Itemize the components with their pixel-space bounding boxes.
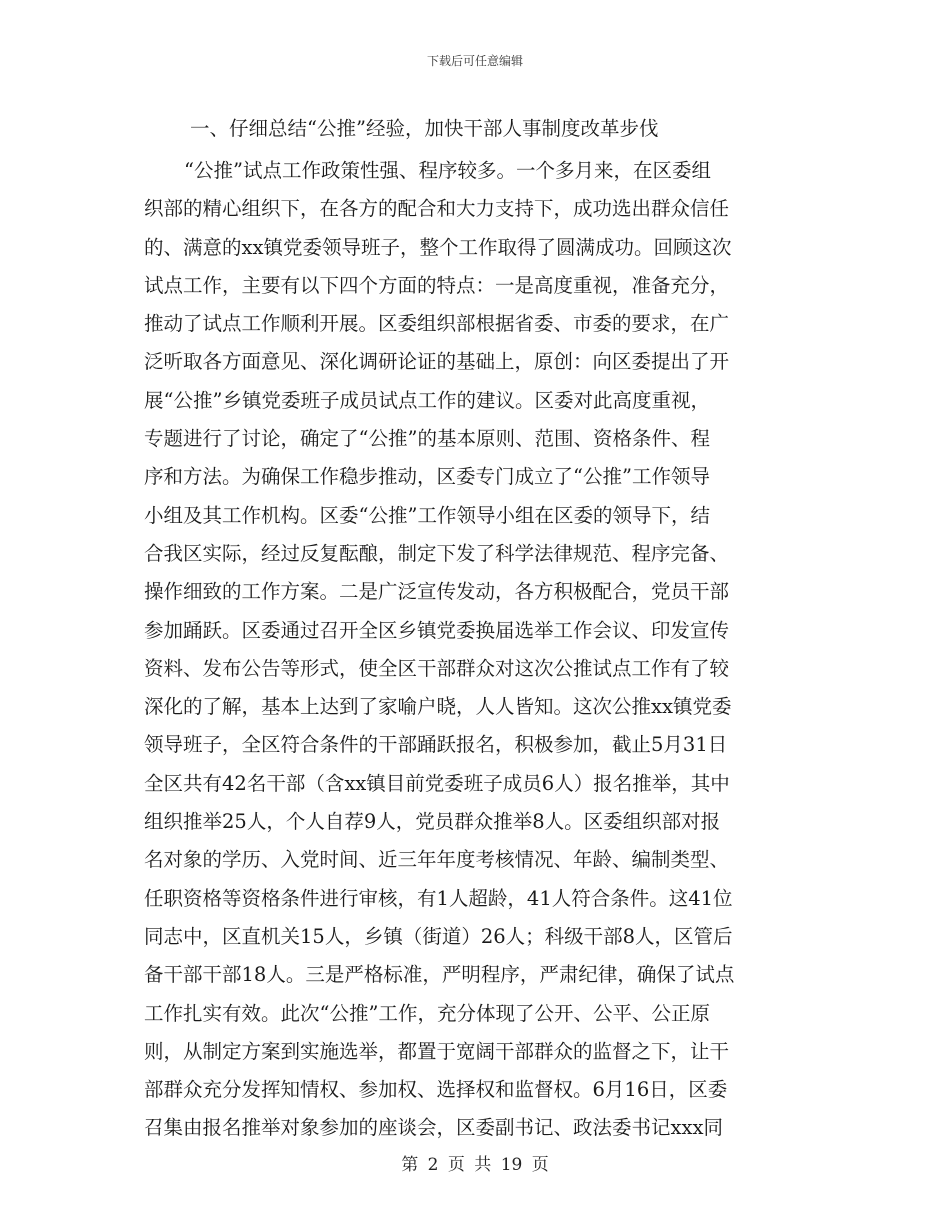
body-line: 操作细致的工作方案。二是广泛宣传发动，各方积极配合，党员干部: [144, 580, 730, 604]
body-line: 专题进行了讨论，确定了“公推”的基本原则、范围、资格条件、程: [144, 427, 710, 451]
body-line: 组织推举25人，个人自荐9人，党员群众推举8人。区委组织部对报: [144, 810, 721, 834]
body-line: 任职资格等资格条件进行审核，有1人超龄，41人符合条件。这41位: [144, 886, 733, 910]
body-line: 的、满意的xx镇党委领导班子，整个工作取得了圆满成功。回顾这次: [144, 235, 732, 259]
body-line: 深化的了解，基本上达到了家喻户晓，人人皆知。这次公推xx镇党委: [144, 695, 732, 719]
body-line: 部群众充分发挥知情权、参加权、选择权和监督权。6月16日，区委: [144, 1078, 728, 1102]
page-header: 下载后可任意编辑: [426, 54, 523, 68]
body-line: 参加踊跃。区委通过召开全区乡镇党委换届选举工作会议、印发宣传: [144, 618, 730, 642]
body-line: 领导班子，全区符合条件的干部踊跃报名，积极参加，截止5月31日: [144, 733, 728, 757]
body-line: 工作扎实有效。此次“公推”工作，充分体现了公开、公平、公正原: [144, 1001, 710, 1025]
body-line: “公推”试点工作政策性强、程序较多。一个多月来，在区委组: [184, 159, 711, 182]
body-line: 备干部干部18人。三是严格标准，严明程序，严肃纪律，确保了试点: [144, 963, 735, 987]
body-text: [144, 152, 814, 1148]
body-line: 小组及其工作机构。区委“公推”工作领导小组在区委的领导下，结: [144, 503, 710, 527]
body-line: 全区共有42名干部（含xx镇目前党委班子成员6人）报名推举，其中: [144, 771, 730, 795]
body-line: 泛听取各方面意见、深化调研论证的基础上，原创：向区委提出了开: [144, 350, 730, 374]
page-footer: 第 2 页 共 19 页: [401, 1155, 549, 1175]
body-line: 合我区实际，经过反复酝酿，制定下发了科学法律规范、程序完备、: [144, 541, 730, 565]
body-line: 资料、发布公告等形式，使全区干部群众对这次公推试点工作有了较: [144, 656, 730, 680]
body-line: 召集由报名推举对象参加的座谈会，区委副书记、政法委书记xxx同: [144, 1116, 723, 1140]
body-line: 序和方法。为确保工作稳步推动，区委专门成立了“公推”工作领导: [144, 465, 710, 489]
body-line: 展“公推”乡镇党委班子成员试点工作的建议。区委对此高度重视，: [144, 388, 710, 412]
body-line: 织部的精心组织下，在各方的配合和大力支持下，成功选出群众信任: [144, 197, 730, 221]
body-line: 同志中，区直机关15人，乡镇（街道）26人；科级干部8人，区管后: [144, 924, 733, 948]
section-heading: 一、仔细总结“公推”经验，加快干部人事制度改革步伐: [190, 117, 659, 140]
body-line: 试点工作，主要有以下四个方面的特点：一是高度重视，准备充分，: [144, 273, 730, 297]
body-line: 则，从制定方案到实施选举，都置于宽阔干部群众的监督之下，让干: [144, 1039, 730, 1063]
body-line: 推动了试点工作顺利开展。区委组织部根据省委、市委的要求，在广: [144, 312, 730, 336]
body-line: 名对象的学历、入党时间、近三年年度考核情况、年龄、编制类型、: [144, 848, 730, 872]
